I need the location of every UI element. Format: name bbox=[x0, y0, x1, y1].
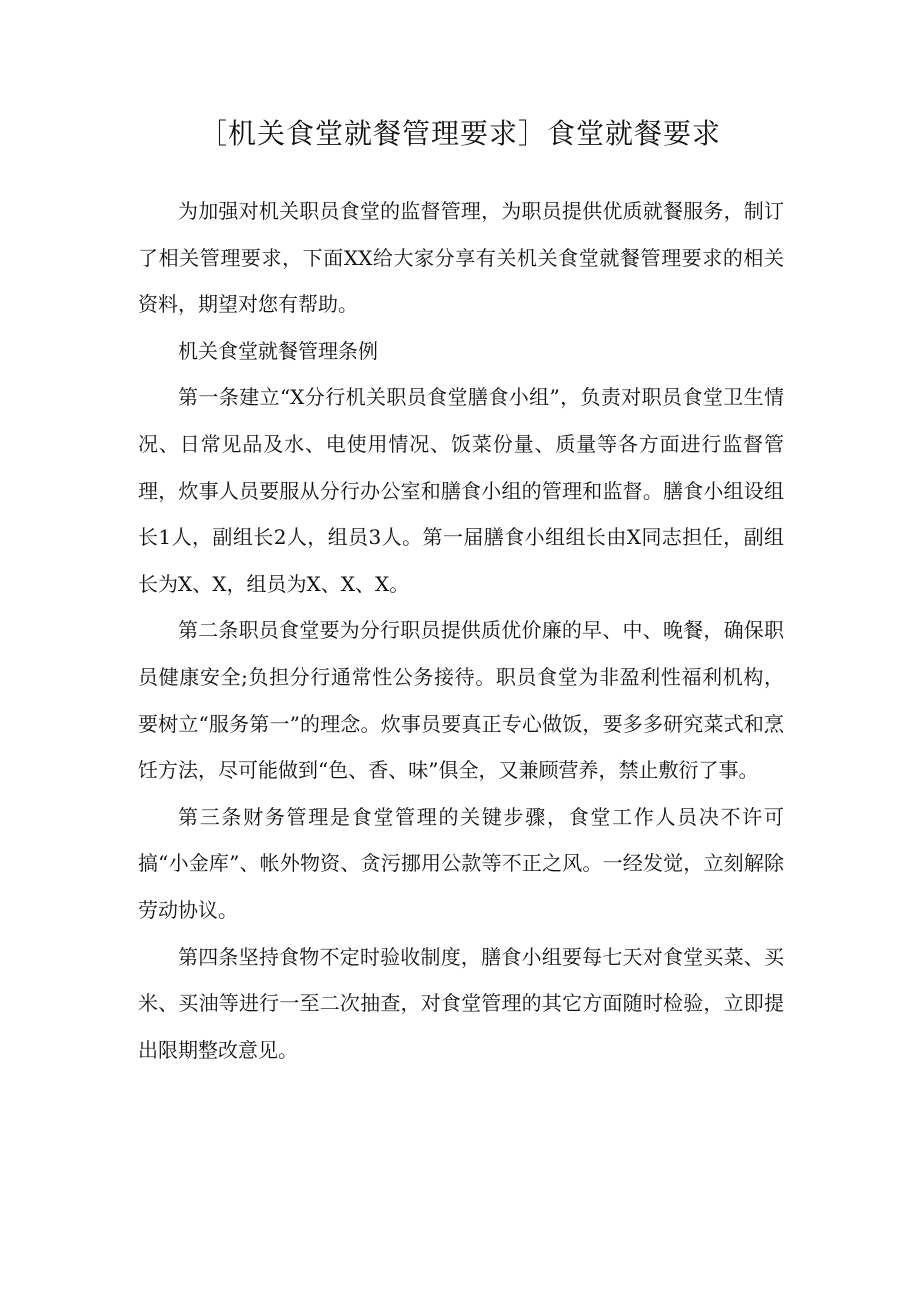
paragraph-intro: 为加强对机关职员食堂的监督管理，为职员提供优质就餐服务，制订了相关管理要求，下面XX给大家分享有关机关食堂就餐管理要求的相关资料，期望对您有帮助。 bbox=[138, 199, 784, 317]
paragraph-article-4: 第四条坚持食物不定时验收制度，膳食小组要每七天对食堂买菜、买米、买油等进行一至二次抽查，对食堂管理的其它方面随时检验，立即提出限期整改意见。 bbox=[138, 944, 784, 1062]
paragraph-section-heading: 机关食堂就餐管理条例 bbox=[178, 338, 378, 363]
paragraph-article-3: 第三条财务管理是食堂管理的关键步骤，食堂工作人员决不许可搞“小金库”、帐外物资、贪污挪用公款等不正之风。一经发觉，立刻解除劳动协议。 bbox=[138, 804, 784, 922]
paragraph-article-1: 第一条建立“X分行机关职员食堂膳食小组”，负责对职员食堂卫生情况、日常见品及水、电使用情况、饭菜份量、质量等各方面进行监督管理，炊事人员要服从分行办公室和膳食小组的管理和监督。膳食小组设组长1人，副组长2人，组员3人。第一届膳食小组组长由X同志担任，副组长为X、X，组员为X、X、X。 bbox=[138, 385, 784, 596]
document-title: ［机关食堂就餐管理要求］食堂就餐要求 bbox=[198, 117, 721, 150]
paragraph-article-2: 第二条职员食堂要为分行职员提供质优价廉的早、中、晚餐，确保职员健康安全;负担分行通常性公务接待。职员食堂为非盈利性福利机构，要树立“服务第一”的理念。炊事员要真正专心做饭，要多多研究菜式和烹饪方法，尽可能做到“色、香、味”俱全，又兼顾营养，禁止敷衍了事。 bbox=[138, 618, 784, 783]
document-body bbox=[138, 188, 784, 1073]
